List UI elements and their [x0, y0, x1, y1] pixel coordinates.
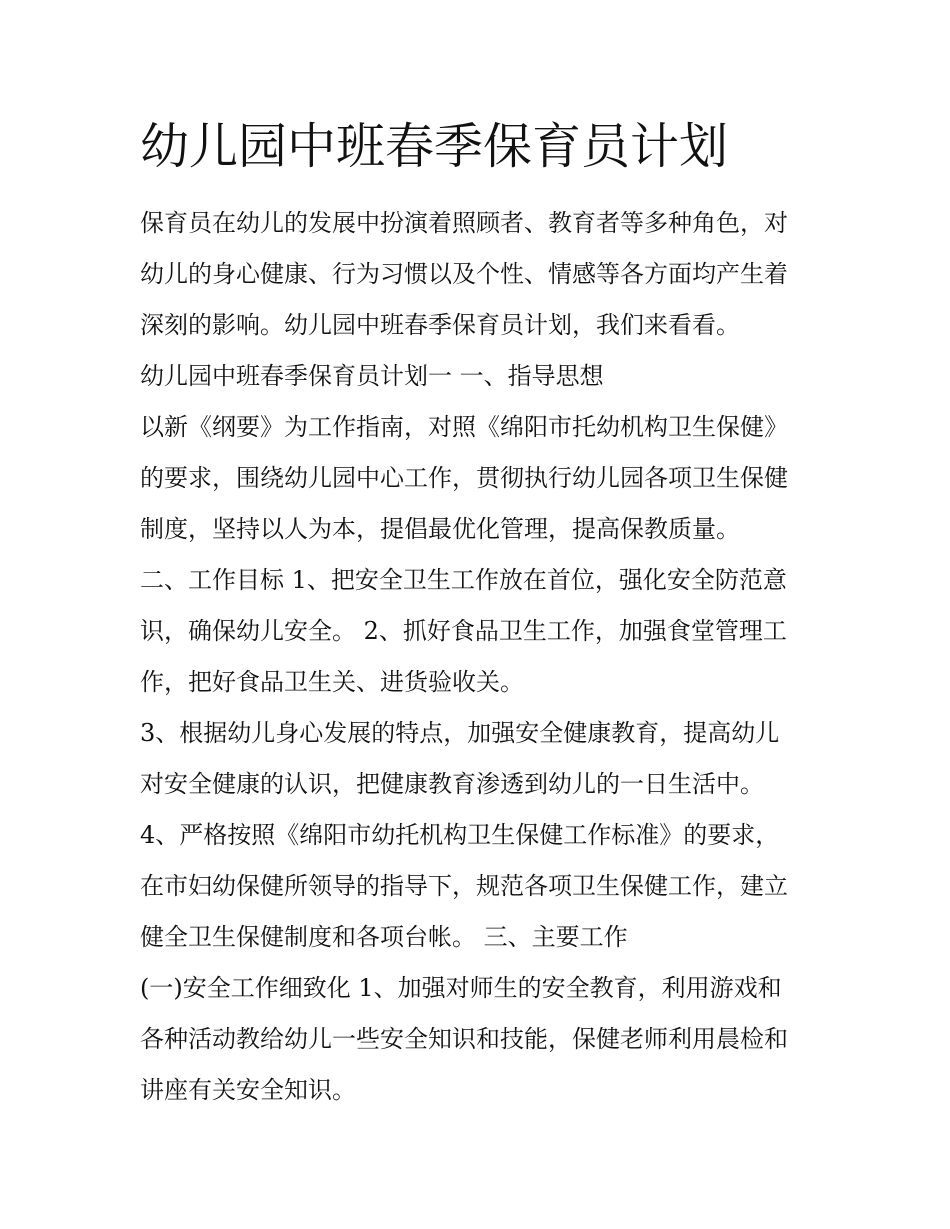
text-line: 幼儿的身心健康、行为习惯以及个性、情感等各方面均产生着	[140, 260, 788, 288]
text-line: 以新《纲要》为工作指南，对照《绵阳市托幼机构卫生保健》	[140, 413, 788, 441]
text-line: 深刻的影响。幼儿园中班春季保育员计划，我们来看看。	[140, 311, 740, 339]
text-line: 保育员在幼儿的发展中扮演着照顾者、教育者等多种角色，对	[140, 209, 788, 237]
paragraph-safety-work	[140, 963, 820, 1116]
text-line: 的要求，围绕幼儿园中心工作，贯彻执行幼儿园各项卫生保健	[140, 464, 788, 492]
paragraph-intro	[140, 198, 820, 351]
document-body	[140, 198, 820, 1116]
text-line: 3、根据幼儿身心发展的特点，加强安全健康教育，提高幼儿	[140, 719, 780, 747]
text-line: 在市妇幼保健所领导的指导下，规范各项卫生保健工作，建立	[140, 872, 788, 900]
text-line: 4、严格按照《绵阳市幼托机构卫生保健工作标准》的要求，	[140, 821, 780, 849]
paragraph-guiding-ideology	[140, 402, 820, 555]
section-heading-guiding-ideology	[140, 351, 820, 402]
text-line: 制度，坚持以人为本，提倡最优化管理，提高保教质量。	[140, 515, 740, 543]
text-line: 对安全健康的认识，把健康教育渗透到幼儿的一日生活中。	[140, 770, 764, 798]
text-line: 二、工作目标 1、把安全卫生工作放在首位，强化安全防范意	[140, 566, 787, 594]
text-line: (一)安全工作细致化 1、加强对师生的安全教育，利用游戏和	[140, 974, 782, 1002]
text-line: 健全卫生保健制度和各项台帐。 三、主要工作	[140, 923, 628, 951]
text-line: 讲座有关安全知识。	[140, 1076, 356, 1104]
paragraph-goal-4	[140, 810, 820, 963]
text-line: 幼儿园中班春季保育员计划一 一、指导思想	[140, 362, 604, 390]
text-line: 各种活动教给幼儿一些安全知识和技能，保健老师利用晨检和	[140, 1025, 788, 1053]
text-line: 识，确保幼儿安全。 2、抓好食品卫生工作，加强食堂管理工	[140, 617, 787, 645]
text-line: 作，把好食品卫生关、进货验收关。	[140, 668, 524, 696]
paragraph-work-goals	[140, 555, 820, 708]
document-title: 幼儿园中班春季保育员计划	[140, 118, 729, 175]
paragraph-goal-3	[140, 708, 820, 810]
